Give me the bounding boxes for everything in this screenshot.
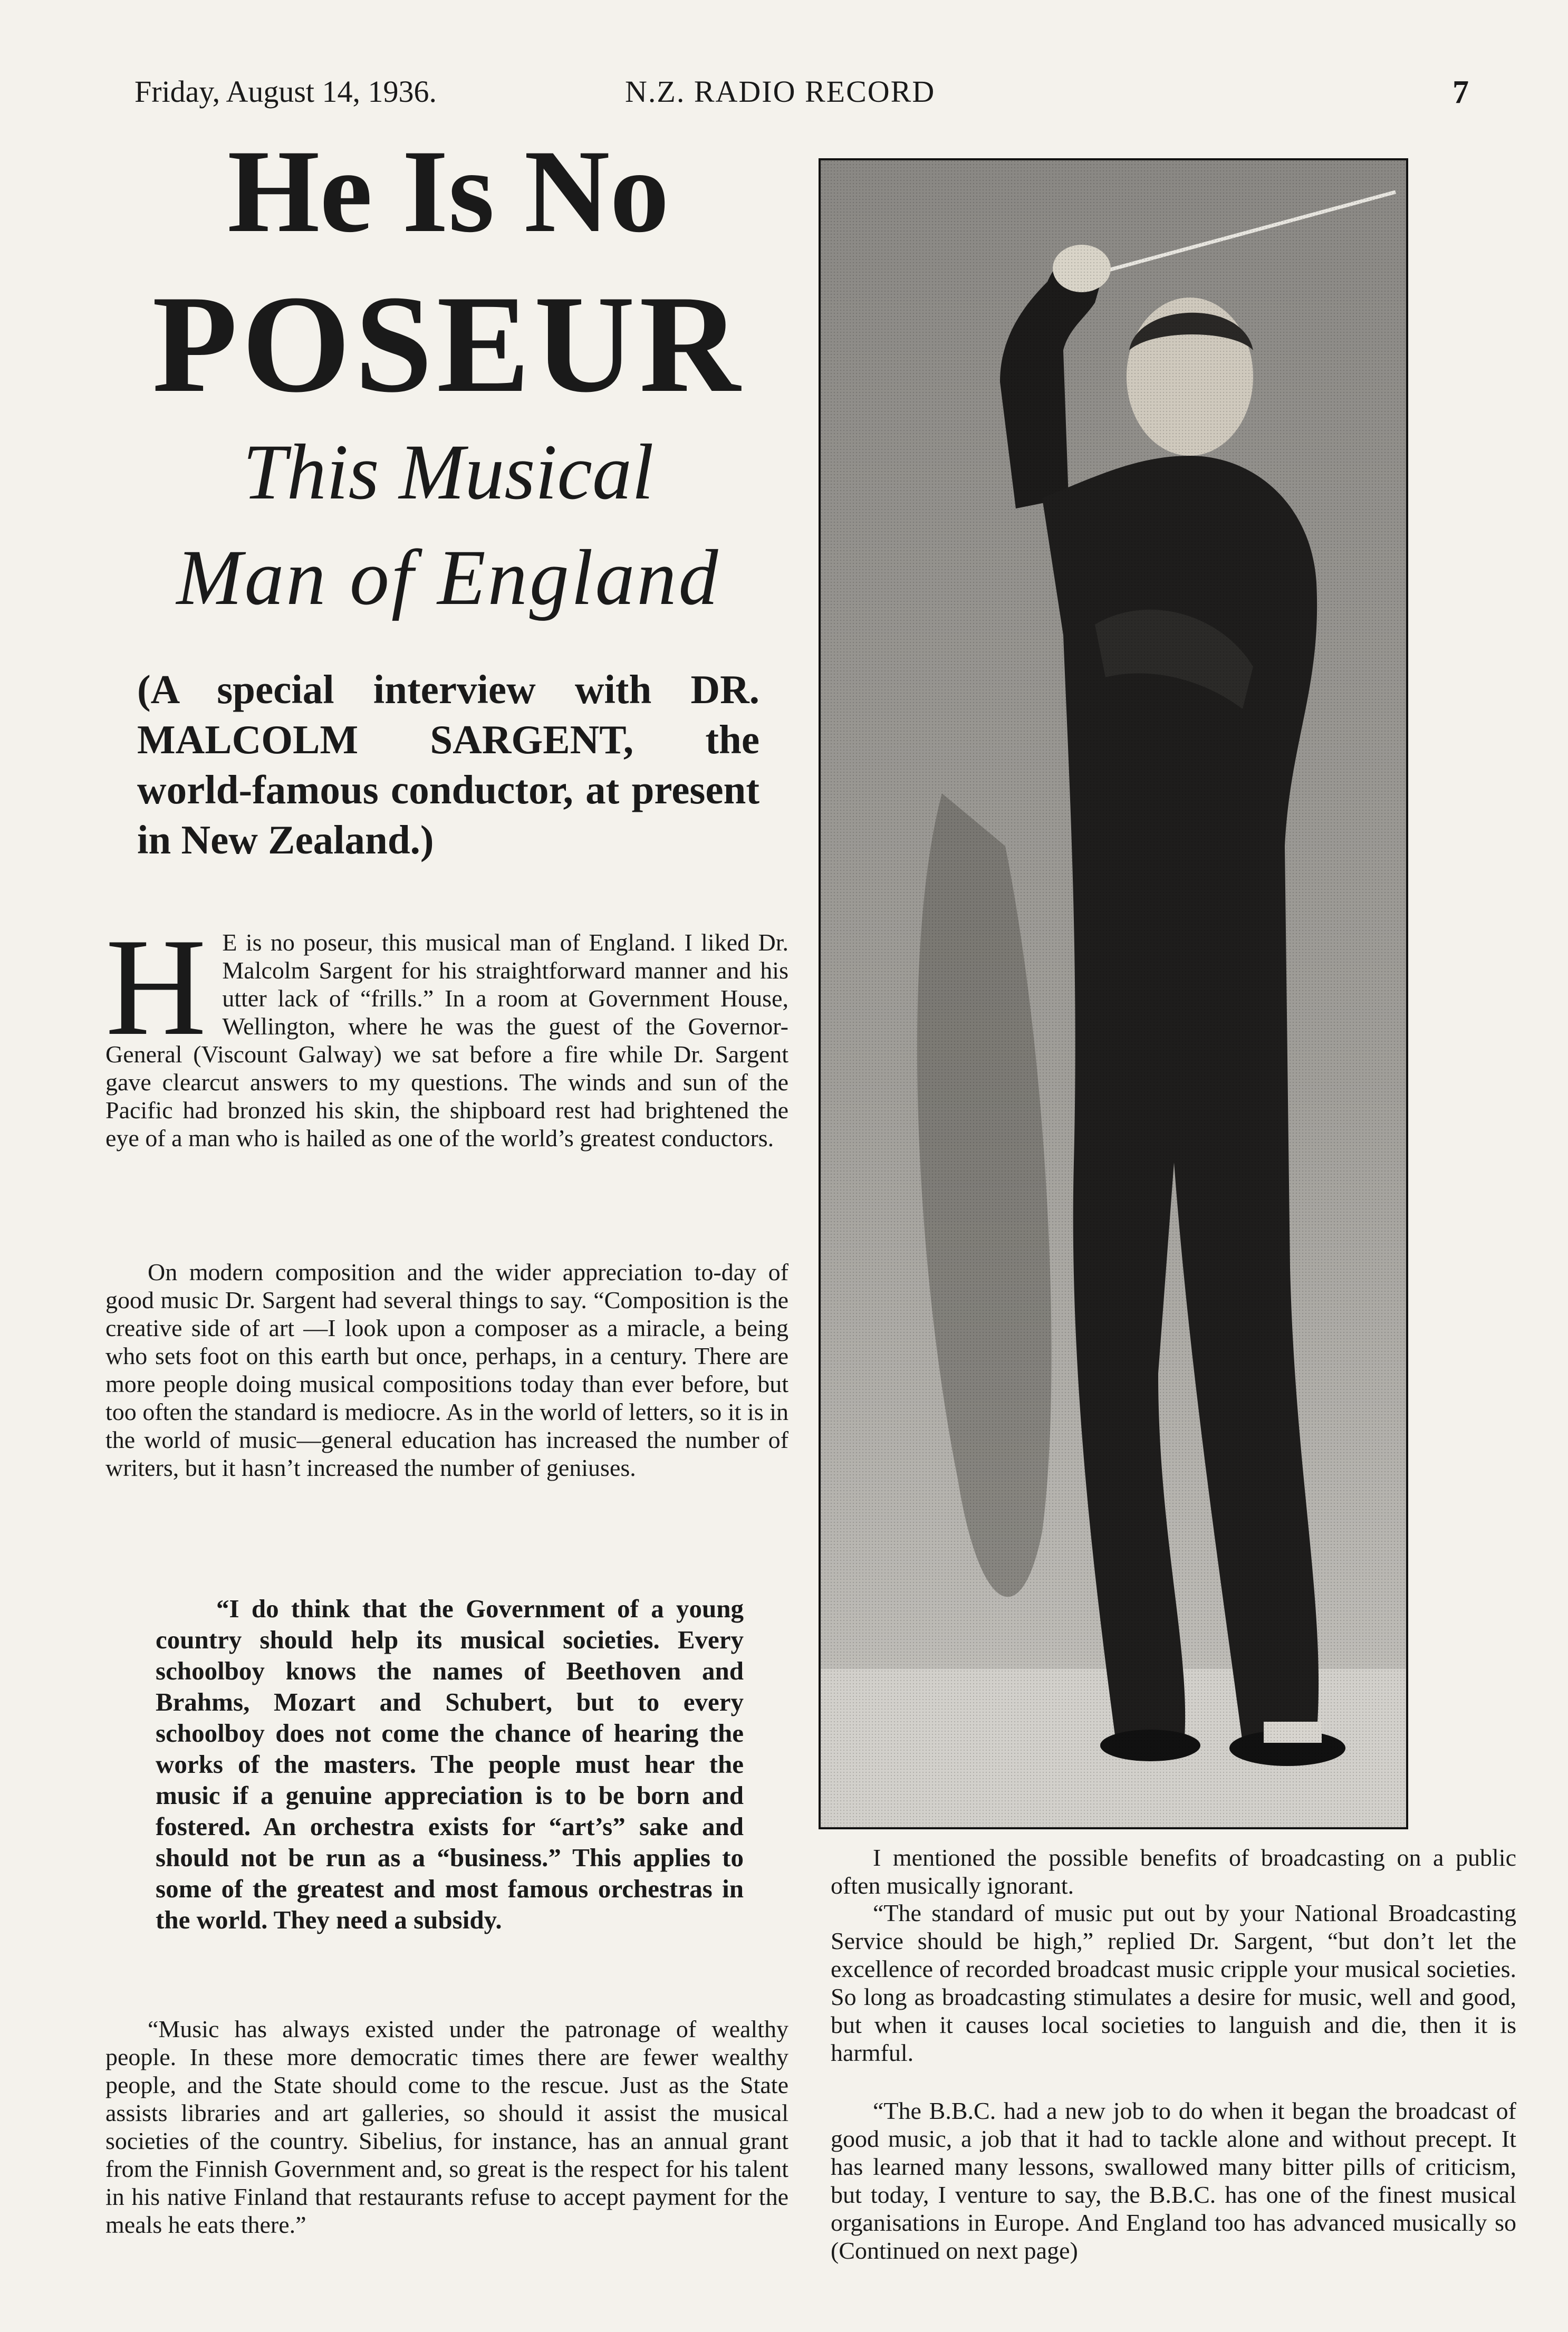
publication-name: N.Z. RADIO RECORD <box>625 74 936 109</box>
article-paragraph-4 <box>831 1844 1516 1899</box>
conductor-figure-icon <box>821 160 1406 1827</box>
issue-date: Friday, August 14, 1936. <box>134 74 437 109</box>
pull-quote-text: “I do think that the Government of a young country should help its musical societies. Every schoolboy knows the names of Beethoven and Brahms, Mozart and Schubert, but to every schoolboy does not come the chance of hearing the works of the masters. The people must hear the music if a genuine appreciation is to be born and fostered. An orchestra exists for “art’s” sake and should not be run as a “business.” This applies to some of the greatest and most famous orchestras in the world. They need a subsidy. <box>156 1594 744 1934</box>
pull-quote <box>156 1593 744 1935</box>
article-paragraph-2 <box>105 1258 788 1482</box>
article-paragraph-1 <box>105 910 788 1152</box>
paragraph-4-text: I mentioned the possible benefits of broadcasting on a public often musically ignorant. <box>831 1844 1516 1899</box>
subheadline-line-1: This Musical <box>243 428 654 516</box>
page-number: 7 <box>1452 74 1469 110</box>
headline-line-2: POSEUR <box>152 267 745 421</box>
paragraph-3-text: “Music has always existed under the patronage of wealthy people. In these more democratic times there are fewer wealthy people, and the State should come to the rescue. Just as the State assists libraries and art galleries, so should it assist the musical societies of the country. Sibelius, for instance, has an annual grant from the Finnish Government and, so great is the respect for his talent in his native Finland that restaurants refuse to accept payment for the meals he eats there.” <box>105 2016 788 2238</box>
paragraph-6-text: “The B.B.C. had a new job to do when it began the broadcast of good music, a job that it had to tackle alone and without precept. It has learned many lessons, swallowed many bitter pills of criticism, but today, I venture to say, the B.B.C. has one of the finest musical organisations in Europe. And England too has advanced musically so (Continued on next page) <box>831 2097 1516 2264</box>
article-deck: (A special interview with DR. MALCOLM SARGENT, the world-famous conductor, at present in New Zealand.) <box>137 667 759 862</box>
drop-cap: H <box>105 910 207 1064</box>
running-head <box>134 74 1469 116</box>
conductor-photo <box>819 158 1408 1829</box>
article-paragraph-5 <box>831 1899 1516 2067</box>
paragraph-5-text: “The standard of music put out by your National Broadcasting Service should be high,” replied Dr. Sargent, “but don’t let the excellence of recorded broadcast music cripple your musical societies. So long as broadcasting stimulates a desire for music, well and good, but when it causes local societies to languish and die, then it is harmful. <box>831 1899 1516 2066</box>
subheadline-line-2: Man of England <box>176 534 720 621</box>
headline-line-1: He Is No <box>227 125 669 257</box>
article-paragraph-3 <box>105 2015 788 2239</box>
paragraph-1-text: E is no poseur, this musical man of England. I liked Dr. Malcolm Sargent for his straightforward manner and his utter lack of “frills.” In a room at Government House, Wellington, where he was the guest of the Governor-General (Viscount Galway) we sat before a fire while Dr. Sargent gave clearcut answers to my questions. The winds and sun of the Pacific had bronzed his skin, the shipboard rest had brightened the eye of a man who is hailed as one of the world’s greatest conductors. <box>105 929 788 1151</box>
paragraph-2-text: On modern composition and the wider appreciation to-day of good music Dr. Sargent had several things to say. “Composition is the creative side of art —I look upon a composer as a miracle, a being who sets foot on this earth but once, perhaps, in a century. There are more people doing musical compositions today than ever before, but too often the standard is mediocre. As in the world of letters, so it is in the world of music—general education has increased the number of writers, but it hasn’t increased the number of geniuses. <box>105 1259 788 1481</box>
article-paragraph-6 <box>831 2097 1516 2264</box>
